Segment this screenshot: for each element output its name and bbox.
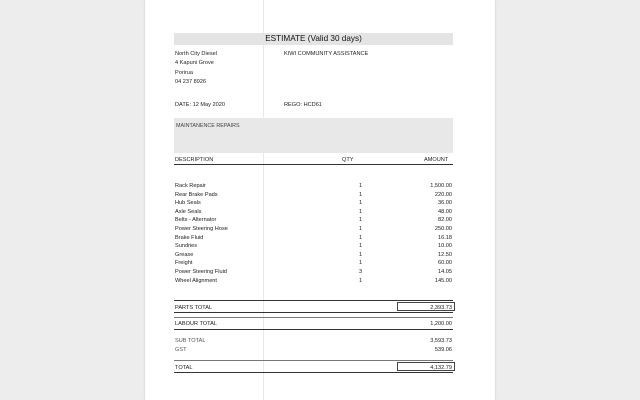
line-item (175, 268, 452, 276)
item-qty: 1 (359, 251, 363, 258)
line-item (175, 225, 452, 233)
gst-label: GST (175, 347, 187, 353)
line-item (175, 208, 452, 216)
labour-total-label: LABOUR TOTAL (175, 321, 217, 327)
estimate-title: ESTIMATE (Valid 30 days) (174, 33, 453, 45)
supplier-phone: 04 237 8926 (175, 78, 207, 85)
grand-total-label: TOTAL (175, 365, 193, 371)
column-header-qty: QTY (342, 157, 354, 163)
item-qty: 1 (359, 183, 363, 189)
parts-total-bottom-rule (174, 312, 453, 313)
item-amount: 10.00 (438, 243, 452, 250)
gst-value: 539.06 (434, 347, 452, 353)
sub-total-value: 3,593.73 (430, 338, 452, 344)
sub-total-row (175, 337, 452, 345)
total-bottom-rule (174, 372, 453, 373)
line-item (175, 277, 452, 285)
item-qty: 1 (359, 234, 363, 241)
item-description: Rack Repair (175, 183, 206, 189)
item-amount: 1,500.00 (430, 183, 452, 189)
line-item (175, 182, 452, 190)
parts-total-label: PARTS TOTAL (175, 305, 213, 311)
labour-total-top-rule (174, 317, 453, 318)
item-amount: 250.00 (434, 226, 452, 232)
item-qty: 1 (359, 277, 363, 284)
maintenance-section (174, 118, 453, 153)
item-amount: 14.05 (438, 269, 452, 275)
labour-total-row (175, 320, 452, 328)
item-description: Freight (175, 260, 193, 267)
line-item (175, 199, 452, 207)
item-qty: 1 (359, 217, 363, 224)
line-item (175, 234, 452, 242)
customer-name: KIWI COMMUNITY ASSISTANCE (284, 51, 369, 57)
item-description: Axle Seals (175, 208, 202, 215)
parts-total-value: 2,393.73 (430, 305, 452, 311)
line-item (175, 259, 452, 267)
item-qty: 1 (359, 243, 363, 250)
supplier-address: 4 Kapuni Grove (175, 60, 214, 67)
item-qty: 3 (359, 269, 363, 275)
item-amount: 60.00 (438, 260, 452, 267)
item-qty: 1 (359, 208, 363, 215)
item-description: Power Steering Hose (175, 226, 228, 232)
item-amount: 220.00 (434, 191, 452, 198)
item-amount: 145.00 (434, 277, 452, 284)
maintenance-section-label: MAINTANENCE REPAIRS (176, 123, 240, 129)
item-amount: 36.00 (438, 200, 452, 207)
line-item (175, 242, 452, 250)
item-description: Hub Seals (175, 200, 201, 207)
item-qty: 1 (359, 191, 363, 198)
item-description: Belts - Alternator (175, 217, 217, 224)
column-header-amount: AMOUNT (424, 157, 449, 163)
estimate-page (145, 0, 495, 400)
item-amount: 48.00 (438, 208, 452, 215)
column-header-description: DESCRIPTION (175, 157, 214, 163)
supplier-name: North City Diesel (175, 51, 217, 57)
header-rule (174, 164, 453, 165)
grand-total-row (175, 364, 452, 372)
item-amount: 12.50 (438, 251, 452, 258)
item-description: Rear Brake Pads (175, 191, 218, 198)
line-item (175, 251, 452, 259)
sub-total-label: SUB TOTAL (175, 338, 206, 344)
item-amount: 82.00 (438, 217, 452, 224)
labour-total-value: 1,200.00 (430, 321, 452, 327)
item-description: Power Steering Fluid (175, 269, 227, 275)
item-description: Sundries (175, 243, 198, 250)
estimate-date: DATE: 12 May 2020 (175, 102, 225, 108)
item-description: Brake Fluid (175, 234, 204, 241)
item-amount: 16.18 (438, 234, 452, 241)
vehicle-rego: REGO: HCD61 (284, 102, 322, 108)
parts-total-top-rule (174, 300, 453, 301)
line-item (175, 216, 452, 224)
item-qty: 1 (359, 226, 363, 232)
line-item (175, 191, 452, 199)
item-qty: 1 (359, 260, 363, 267)
item-qty: 1 (359, 200, 363, 207)
supplier-block (175, 51, 217, 88)
item-description: Grease (175, 251, 194, 258)
total-top-rule (174, 360, 453, 361)
labour-total-bottom-rule (174, 329, 453, 330)
supplier-city: Porirua (175, 69, 194, 76)
item-description: Wheel Alignment (175, 277, 217, 284)
gst-row (175, 346, 452, 354)
grand-total-value: 4,132.79 (430, 365, 452, 371)
parts-total-row (175, 304, 452, 312)
